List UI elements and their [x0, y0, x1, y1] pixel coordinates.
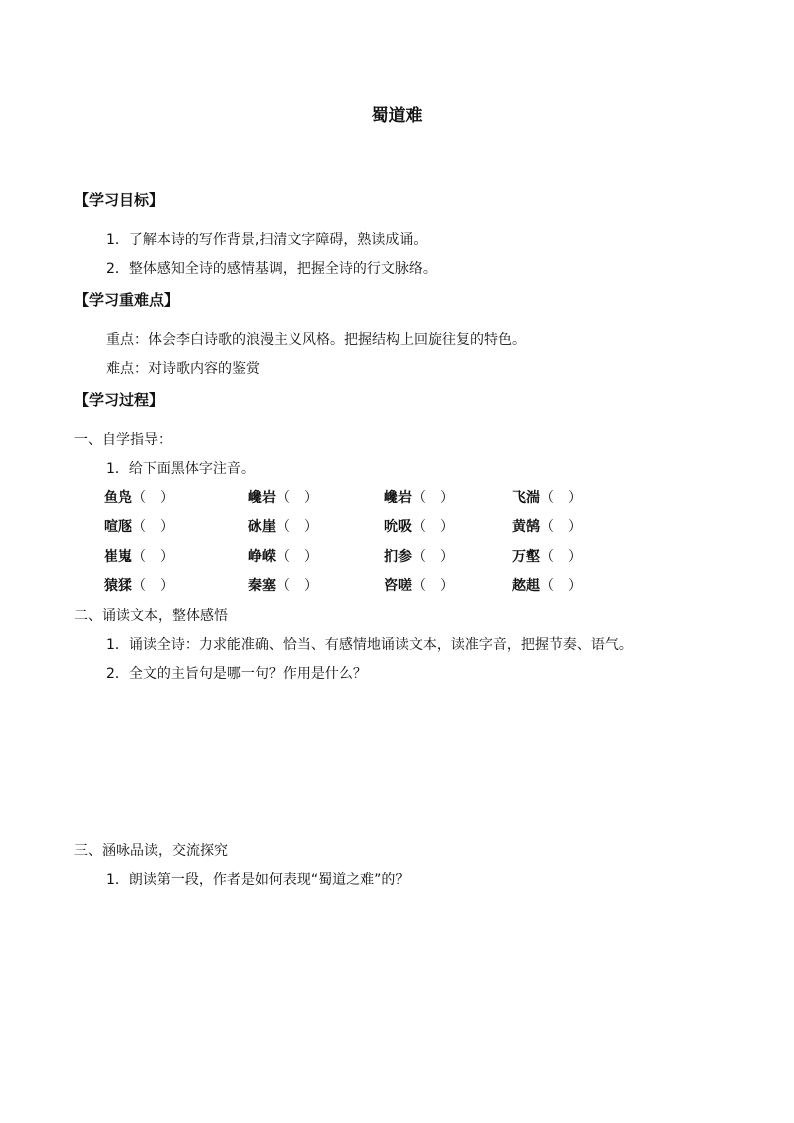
phonetic-item: 咨嗟（ ） — [384, 578, 454, 594]
phonetic-item: 喧豗（ ） — [104, 519, 174, 535]
phonetic-item: 吮吸（ ） — [384, 519, 454, 535]
phonetic-item: 飞湍（ ） — [512, 490, 582, 506]
part3-title: 三、涵咏品读，交流探究 — [74, 843, 228, 859]
phonetic-item: 巉岩（ ） — [248, 490, 318, 506]
page-title: 蜀道难 — [371, 106, 423, 126]
part2-item-1: 1．诵读全诗：力求能准确、恰当、有感情地诵读文本，读准字音，把握节奏、语气。 — [106, 637, 633, 653]
phonetic-item: 崔嵬（ ） — [104, 549, 174, 565]
key-points-heading: 【学习重难点】 — [74, 291, 180, 309]
phonetic-item: 秦塞（ ） — [248, 578, 318, 594]
key-point-difficulty: 难点：对诗歌内容的鉴赏 — [106, 361, 260, 377]
phonetic-item: 鱼凫（ ） — [104, 490, 174, 506]
phonetic-item: 猿猱（ ） — [104, 578, 174, 594]
goals-heading: 【学习目标】 — [74, 191, 165, 209]
key-point-focus: 重点：体会李白诗歌的浪漫主义风格。把握结构上回旋往复的特色。 — [106, 332, 526, 348]
goal-item-1: 1．了解本诗的写作背景,扫清文字障碍，熟读成诵。 — [106, 232, 428, 248]
phonetic-item: 黄鹄（ ） — [512, 519, 582, 535]
part1-title: 一、自学指导： — [74, 432, 172, 448]
phonetic-item: 万壑（ ） — [512, 549, 582, 565]
phonetic-item: 砯崖（ ） — [248, 519, 318, 535]
part3-item-1: 1．朗读第一段，作者是如何表现“蜀道之难”的？ — [106, 872, 410, 888]
phonetic-item: 巉岩（ ） — [384, 490, 454, 506]
phonetic-item: 趑趄（ ） — [512, 578, 582, 594]
process-heading: 【学习过程】 — [74, 391, 165, 409]
part1-instruction: 1．给下面黑体字注音。 — [106, 461, 255, 477]
goal-item-2: 2．整体感知全诗的感情基调，把握全诗的行文脉络。 — [106, 261, 437, 277]
phonetic-item: 扪参（ ） — [384, 549, 454, 565]
phonetic-item: 峥嵘（ ） — [248, 549, 318, 565]
part2-item-2: 2．全文的主旨句是哪一句？作用是什么？ — [106, 666, 367, 682]
part2-title: 二、诵读文本，整体感悟 — [74, 608, 228, 624]
